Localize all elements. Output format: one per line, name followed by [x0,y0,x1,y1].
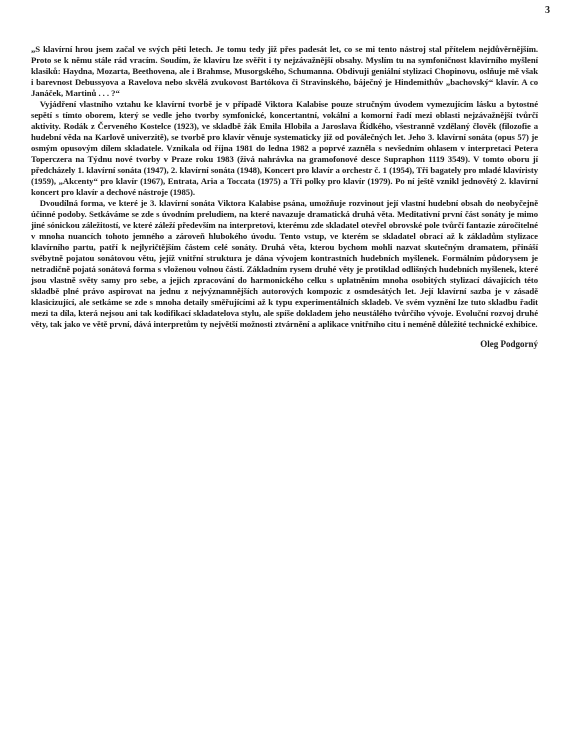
article-body [31,44,538,349]
author-signature: Oleg Podgorný [480,339,538,349]
page-number: 3 [545,5,550,16]
paragraph-quote: „S klavírní hrou jsem začal ve svých pěti letech. Je tomu tedy již přes padesát let, co se mi tento nástroj stal přítelem nejdůvěrnějším. Proto se k němu stále rád vracím. Soudím, že klavíru lze svěřit i ty nejzávažnější obsahy. Myslím tu na symfoničnost klavírního myšlení klasiků: Haydna, Mozarta, Beethovena, ale i Brahmse, Musorgského, Schumanna. Obdivuji geniální stylizaci Chopinovu, oslňuje mě však i barevnost Debussyova a Ravelova nebo skvělá zvukovost Bartókova či Stravinského, báječný je Hindemithův „bachovský“ klavír. A co Janáček, Martinů . . . ?“ [31,44,538,98]
paragraph-biography: Vyjádření vlastního vztahu ke klavírní tvorbě je v případě Viktora Kalabise pouze stručným úvodem vymezujícím lásku a bytostné sepětí s tímto oborem, který se vedle jeho tvorby symfonické, koncertantní, vokální a komorní řadí mezi oblasti nejzávažnější tvůrčí aktivity. Rodák z Červeného Kostelce (1923), ve skladbě žák Emila Hlobila a Jaroslava Řídkého, všestranně vzdělaný člověk (filozofie a hudební věda na Karlově univerzitě), se tvorbě pro klavír věnuje systematicky již od poválečných let. Jeho 3. klavírní sonáta (opus 57) je osmým opusovým dílem skladatele. Vznikala od října 1981 do ledna 1982 a poprvé zazněla s nevšedním ohlasem v interpretaci Petera Toperczera na Týdnu nové tvorby v Praze roku 1983 (živá nahrávka na gramofonové desce Supraphon 1119 3549). V tomto oboru jí předcházely 1. klavírní sonáta (1947), 2. klavírní sonáta (1948), Koncert pro klavír a orchestr č. 1 (1954), Tři bagately pro mladé klavíristy (1959), „Akcenty“ pro klavír (1967), Entrata, Aria a Toccata (1975) a Tři polky pro klavír (1979). Po ní ještě vznikl jednovětý 2. klavírní koncert pro klavír a dechové nástroje (1985). [31,99,538,197]
paragraph-analysis: Dvoudílná forma, ve které je 3. klavírní sonáta Viktora Kalabise psána, umožňuje rozvinout její vlastní hudební obsah do neobyčejně účinné podoby. Setkáváme se zde s úvodním preludiem, na které navazuje dramatická druhá věta. Meditativní první část sonáty je mimo jiné sónickou záležitostí, ve které záleží především na interpretovi, kterému zde skladatel otevřel obrovské pole tvůrčí fantazie zúročitelné v mnoha nuancích tohoto jemného a zároveň hlubokého úvodu. Tento vstup, ve kterém se skladatel obrací až k základům stylizace klavírního partu, patří k nejlyričtějším částem celé sonáty. Druhá věta, kterou bychom mohli nazvat skutečným dramatem, přináší svébytně pojatou sonátovou větu, jejíž vnitřní struktura je dána vývojem kontrastních hudebních myšlenek. Formálním půdorysem je netradičně pojatá sonátová forma s vloženou volnou částí. Základním rysem druhé věty je protiklad odlišných hudebních myšlenek, které jsou vlastně světy samy pro sebe, a jejich zpracování do harmonického celku s uplatněním mnoha osobitých stylizací dávajících této skladbě plné právo aspirovat na jednu z nejvýznamnějších autorových kompozic z osmdesátých let. Její klavírní sazba je v zásadě klasicizující, ale setkáme se zde s mnoha detaily směřujícími až k typu experimentálních skladeb. Ve svém vyznění lze tuto skladbu řadit mezi ta díla, která nejsou ani tak kodifikací skladatelova stylu, ale spíše dokladem jeho neustálého tvůrčího vývoje. Evoluční rozvoj druhé věty, tak jako ve větě první, dává interpretům ty největší možnosti ztvárnění a aplikace vnitřního citu i neméně důležité technické exhibice. [31,198,538,329]
